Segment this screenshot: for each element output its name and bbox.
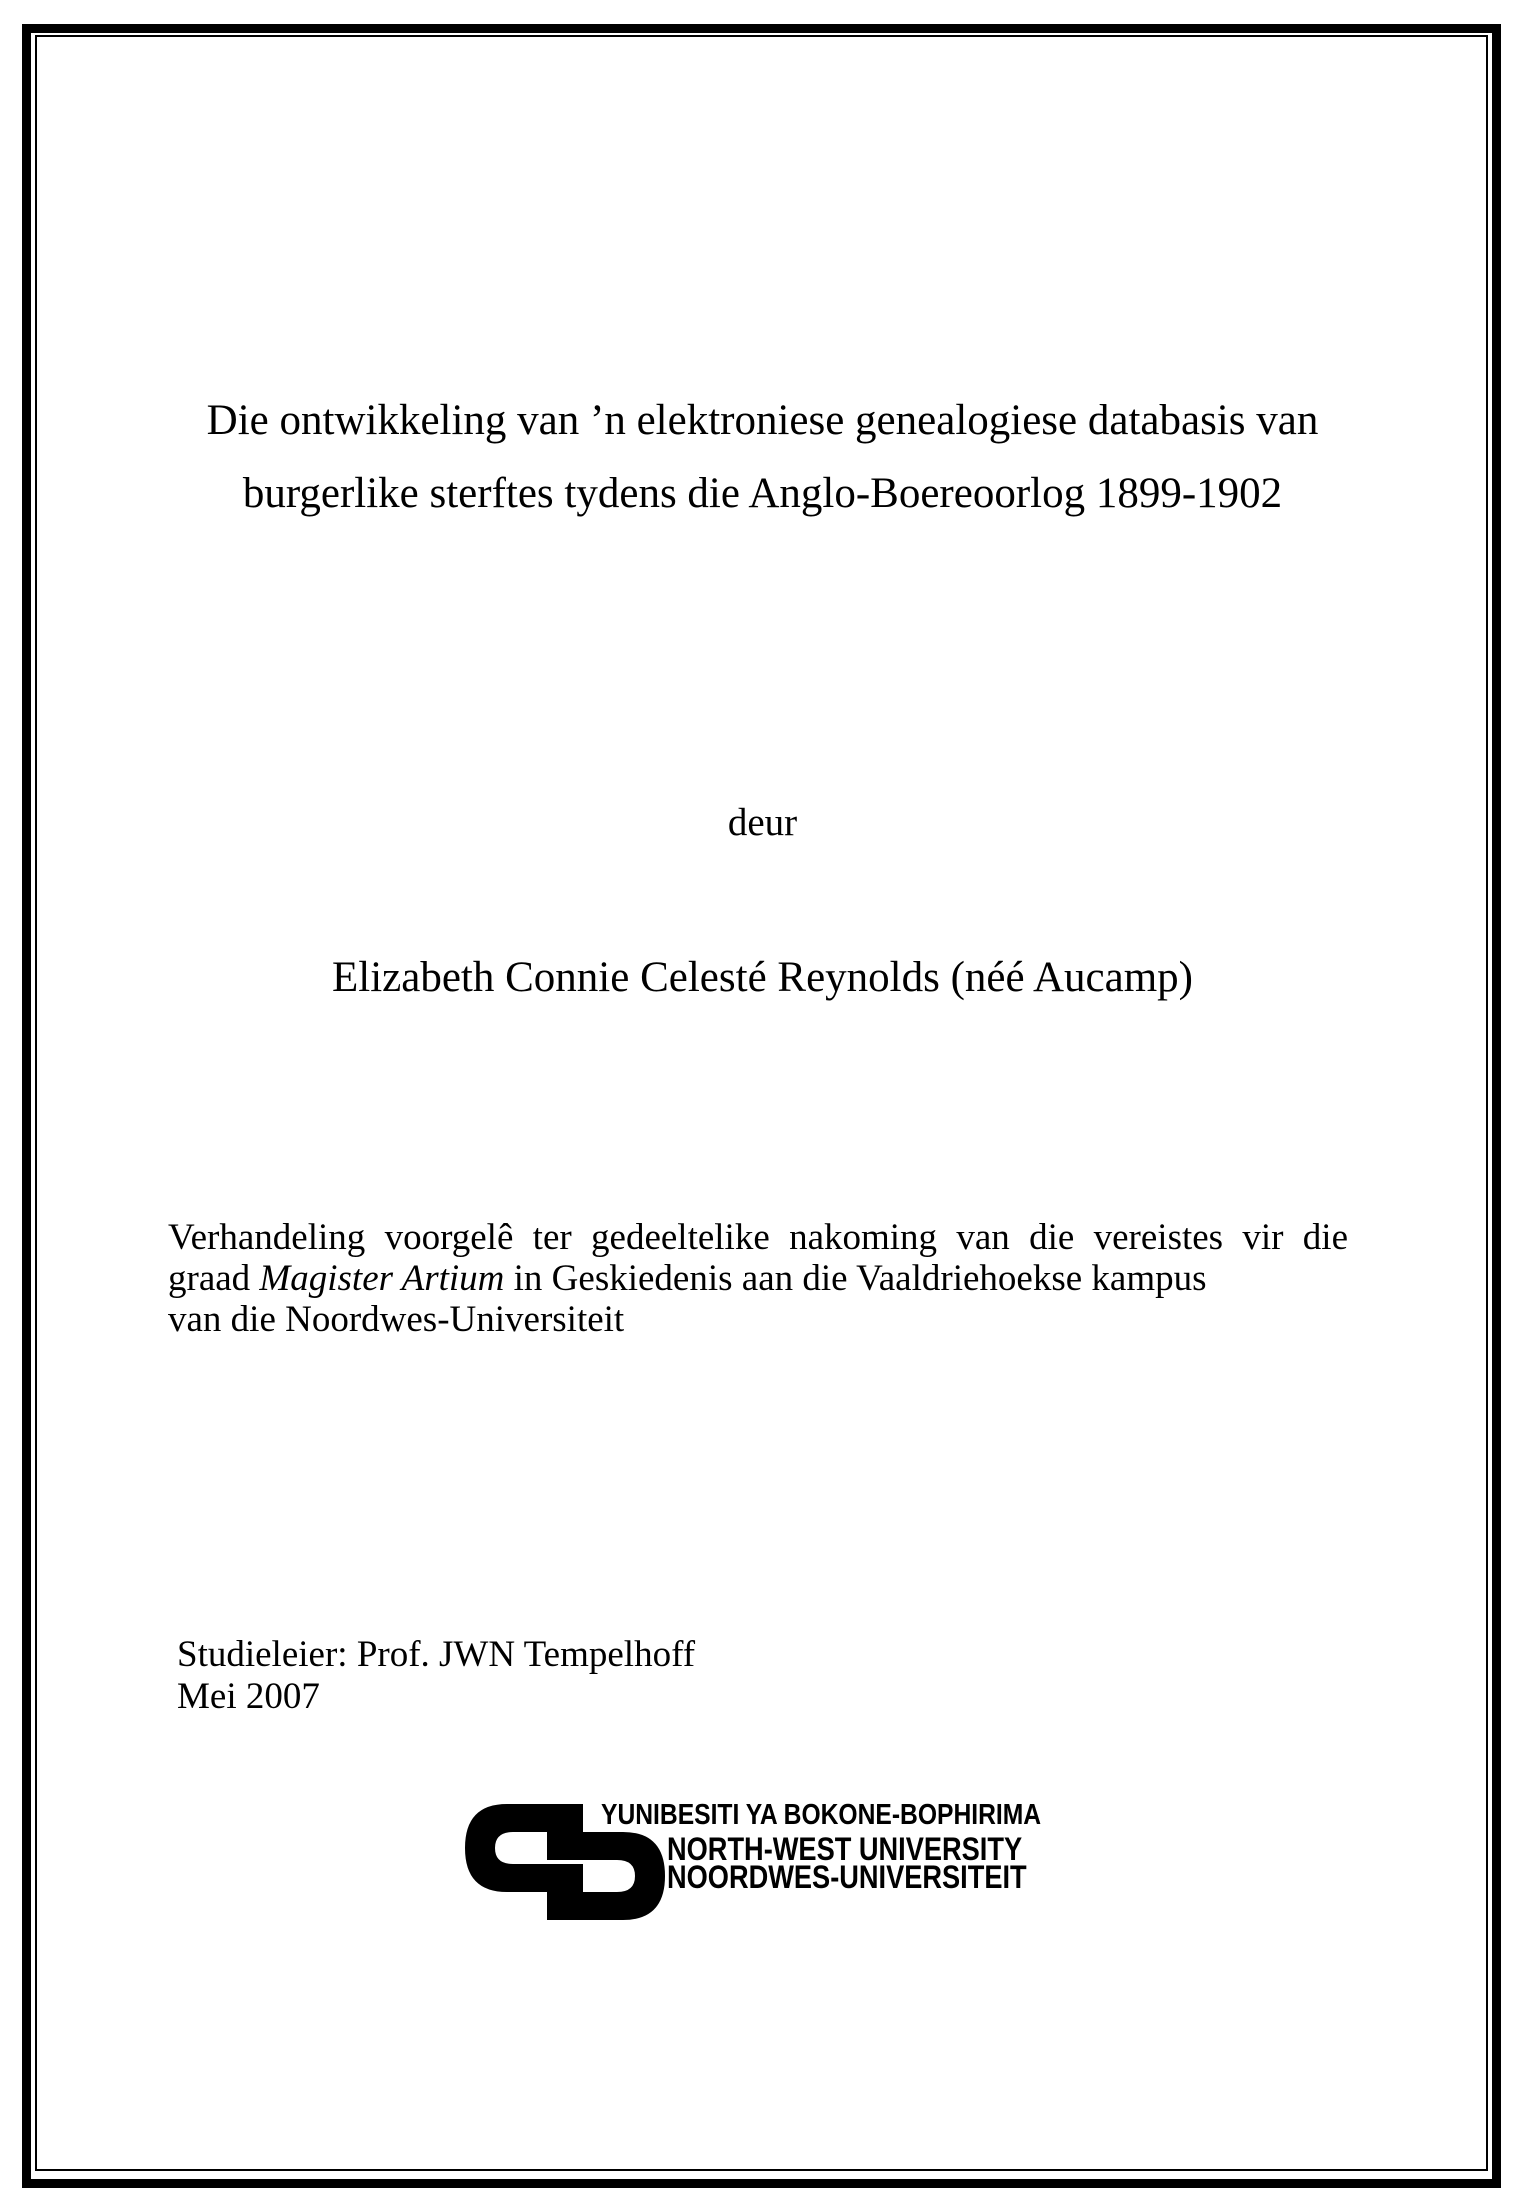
thesis-title-line-2: burgerlike sterftes tydens die Anglo-Boereoorlog 1899-1902 — [242, 470, 1283, 517]
logo-text-setswana: YUNIBESITI YA BOKONE-BOPHIRIMA — [601, 1799, 1042, 1831]
statement-line-2-pre: graad — [168, 1258, 260, 1299]
author-name: Elizabeth Connie Celesté Reynolds (néé Aucamp) — [332, 954, 1193, 1001]
supervisor-line: Studieleier: Prof. JWN Tempelhoff — [177, 1634, 696, 1675]
magister-artium-italic: Magister Artium — [259, 1258, 505, 1299]
degree-statement — [168, 1217, 1348, 1340]
logo-text-afrikaans: NOORDWES-UNIVERSITEIT — [667, 1859, 1027, 1895]
statement-line-2 — [168, 1258, 1348, 1299]
date-line: Mei 2007 — [177, 1676, 320, 1717]
byline-deur: deur — [727, 801, 798, 844]
statement-line-2-post: in Geskiedenis aan die Vaaldriehoekse kampus — [504, 1258, 1207, 1299]
logo-text-english: NORTH-WEST UNIVERSITY — [667, 1831, 1023, 1867]
supervisor-block — [177, 1634, 695, 1718]
thesis-title-line-1: Die ontwikkeling van ’n elektroniese genealogiese databasis van — [206, 397, 1319, 444]
statement-line-1: Verhandeling voorgelê ter gedeeltelike nakoming van die vereistes vir die — [168, 1217, 1348, 1258]
statement-line-3: van die Noordwes-Universiteit — [168, 1299, 625, 1340]
